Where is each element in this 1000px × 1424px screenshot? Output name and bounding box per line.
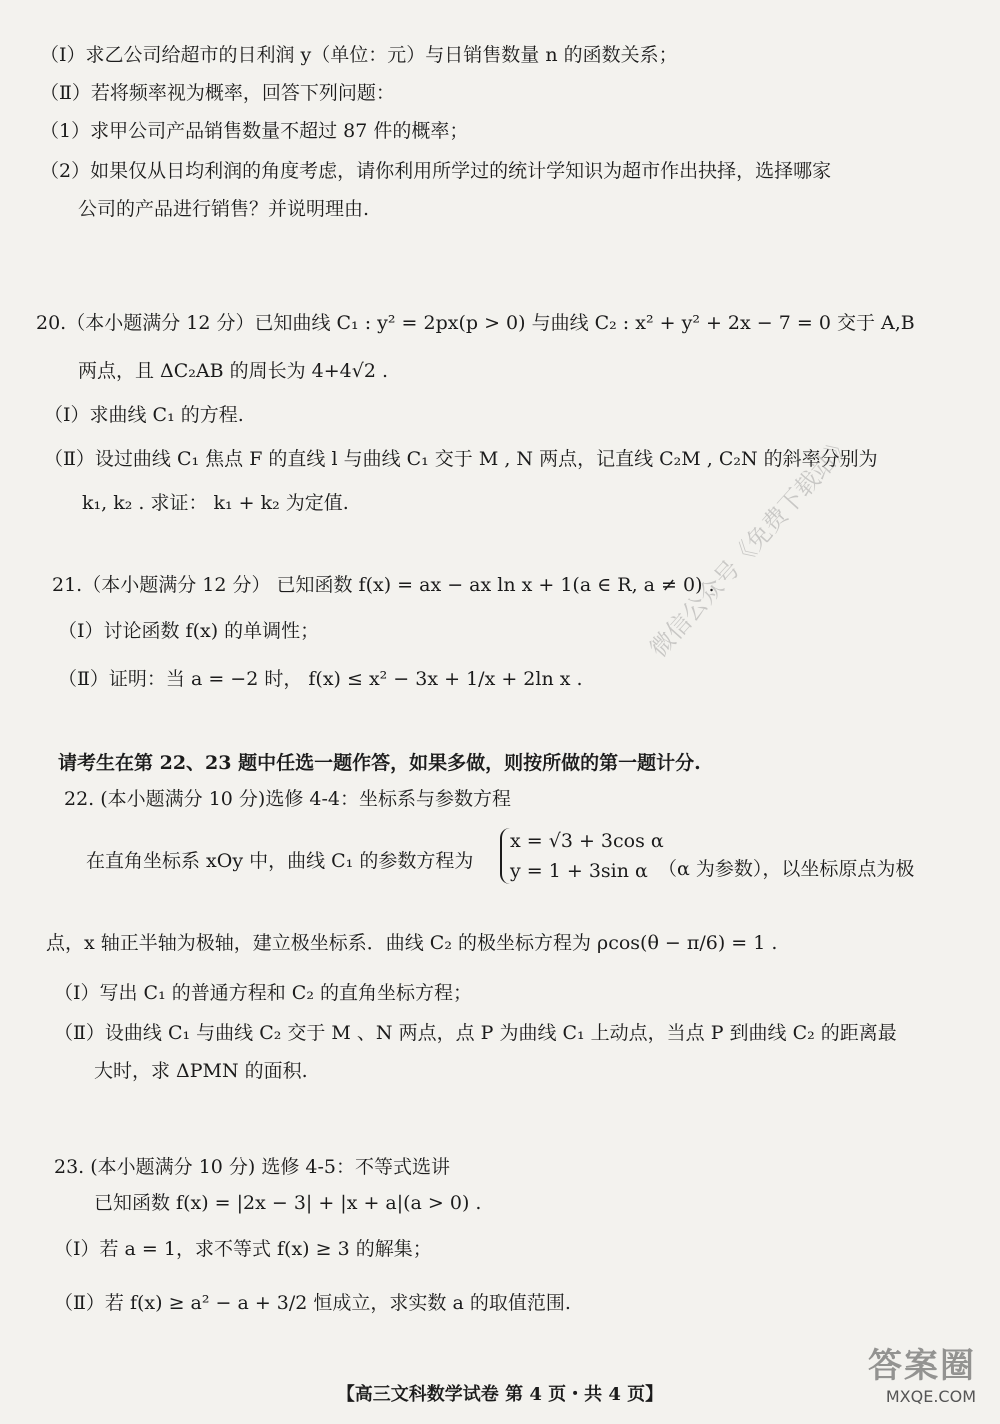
question-23-part-1: （Ⅰ）若 a = 1，求不等式 f(x) ≥ 3 的解集； bbox=[54, 1238, 432, 1260]
watermark: 微信公众号《免费下载站》 bbox=[644, 429, 858, 663]
question-21-part-2: （Ⅱ）证明：当 a = −2 时， f(x) ≤ x² − 3x + 1/x + 2ln x . bbox=[58, 668, 583, 690]
site-logo bbox=[868, 1338, 976, 1406]
question-20-part-2-cont: k₁, k₂ . 求证： k₁ + k₂ 为定值. bbox=[82, 492, 349, 514]
question-19-sub-1: （1）求甲公司产品销售数量不超过 87 件的概率； bbox=[40, 120, 469, 142]
question-19-part-2: （Ⅱ）若将频率视为概率，回答下列问题： bbox=[40, 82, 395, 104]
question-21-stem: 21.（本小题满分 12 分） 已知函数 f(x) = ax − ax ln x + 1(a ∈ R, a ≠ 0) . bbox=[52, 574, 715, 596]
logo-domain: MXQE.COM bbox=[885, 1387, 976, 1406]
parametric-x: x = √3 + 3cos α bbox=[510, 830, 664, 852]
question-22-title: 22. (本小题满分 10 分)选修 4-4：坐标系与参数方程 bbox=[64, 788, 511, 810]
question-21-part-1: （Ⅰ）讨论函数 f(x) 的单调性； bbox=[58, 620, 320, 642]
question-23-title: 23. (本小题满分 10 分) 选修 4-5：不等式选讲 bbox=[54, 1156, 451, 1178]
question-19-sub-2-cont: 公司的产品进行销售？并说明理由. bbox=[78, 198, 370, 220]
question-22-stem-note: （α 为参数），以坐标原点为极 bbox=[658, 858, 915, 880]
question-22-part-1: （Ⅰ）写出 C₁ 的普通方程和 C₂ 的直角坐标方程； bbox=[54, 982, 472, 1004]
question-23-part-2: （Ⅱ）若 f(x) ≥ a² − a + 3/2 恒成立，求实数 a 的取值范围. bbox=[54, 1292, 571, 1314]
question-22-stem: 在直角坐标系 xOy 中，曲线 C₁ 的参数方程为 bbox=[86, 850, 474, 872]
logo-text: 答案圈 bbox=[868, 1346, 976, 1386]
question-22-stem-cont: 点，x 轴正半轴为极轴，建立极坐标系．曲线 C₂ 的极坐标方程为 ρcos(θ − π/6) = 1 . bbox=[46, 932, 778, 954]
parametric-system bbox=[500, 828, 664, 884]
question-20-stem: 20.（本小题满分 12 分）已知曲线 C₁ : y² = 2px(p > 0) 与曲线 C₂ : x² + y² + 2x − 7 = 0 交于 A,B bbox=[36, 312, 915, 334]
question-19-part-1: （Ⅰ）求乙公司给超市的日利润 y（单位：元）与日销售数量 n 的函数关系； bbox=[40, 44, 678, 66]
question-20-part-1: （Ⅰ）求曲线 C₁ 的方程. bbox=[44, 404, 244, 426]
question-19-sub-2: （2）如果仅从日均利润的角度考虑，请你利用所学过的统计学知识为超市作出抉择，选择哪家 bbox=[40, 160, 832, 182]
question-22-part-2-cont: 大时，求 ΔPMN 的面积. bbox=[94, 1060, 308, 1082]
parametric-y: y = 1 + 3sin α bbox=[510, 860, 648, 882]
question-22-part-2: （Ⅱ）设曲线 C₁ 与曲线 C₂ 交于 M 、N 两点，点 P 为曲线 C₁ 上动点，当点 P 到曲线 C₂ 的距离最 bbox=[54, 1022, 897, 1044]
question-23-stem: 已知函数 f(x) = |2x − 3| + |x + a|(a > 0) . bbox=[94, 1192, 482, 1214]
question-20-part-2: （Ⅱ）设过曲线 C₁ 焦点 F 的直线 l 与曲线 C₁ 交于 M , N 两点，记直线 C₂M , C₂N 的斜率分别为 bbox=[44, 448, 878, 470]
page-footer: 【高三文科数学试卷 第 4 页・共 4 页】 bbox=[336, 1384, 664, 1405]
selection-note: 请考生在第 22、23 题中任选一题作答，如果多做，则按所做的第一题计分. bbox=[58, 752, 701, 774]
question-20-stem-cont: 两点，且 ΔC₂AB 的周长为 4+4√2 . bbox=[78, 360, 389, 382]
